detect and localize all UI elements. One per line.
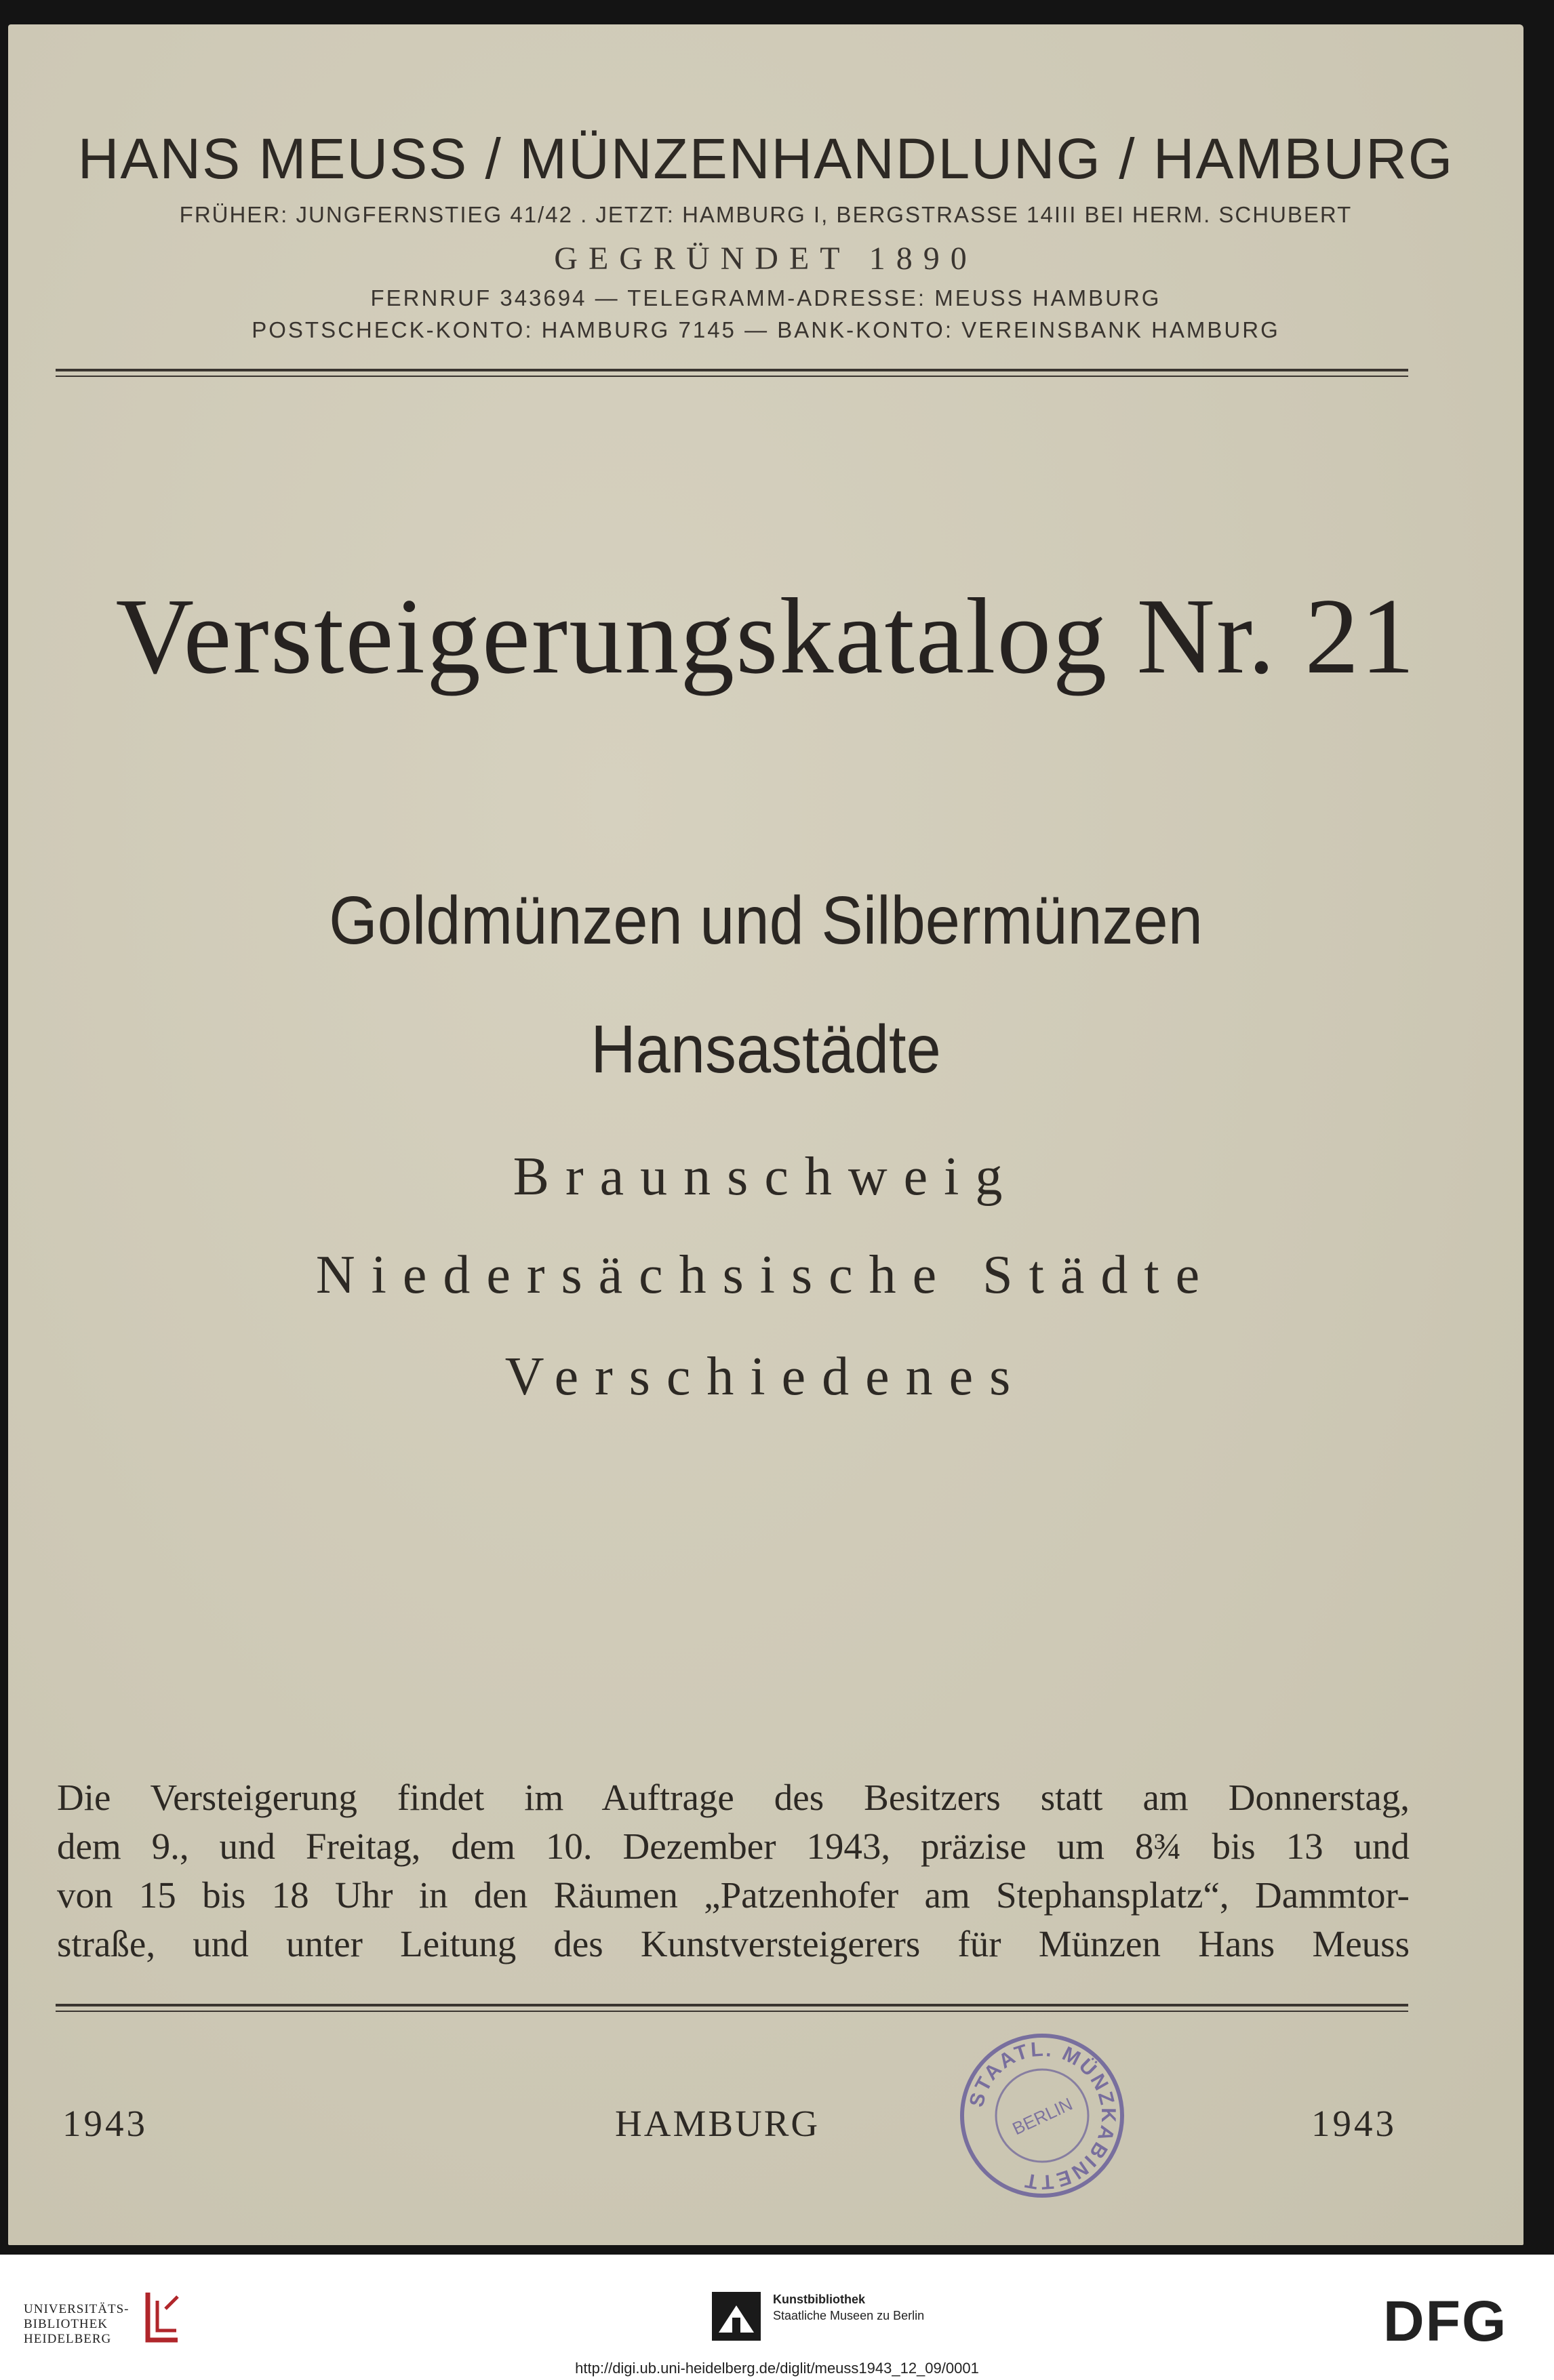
footer-year-left: 1943 [62,2103,148,2144]
subtitle-lower-saxony: Niedersächsische Städte [315,1245,1216,1305]
subtitle-braunschweig: Braunschweig [513,1147,1019,1207]
subtitle-hansa: Hansastädte [591,1011,941,1087]
library-name [24,2302,130,2347]
subtitle-gold-silver: Goldmünzen und Silbermünzen [329,883,1203,959]
kunstbibliothek-logo-icon [712,2292,761,2341]
footer-rule-thick [56,2004,1408,2006]
kunstbibliothek-title: Kunstbibliothek [773,2293,865,2306]
notice-line: von 15 bis 18 Uhr in den Räumen „Patzenhofer am Stephansplatz“, Dammtor- [57,1874,1410,1916]
heidelberg-logo-icon [136,2286,190,2350]
source-url[interactable]: http://digi.ub.uni-heidelberg.de/diglit/meuss1943_12_09/0001 [575,2360,979,2377]
library-name-line: UNIVERSITÄTS- [24,2302,130,2316]
stamp-center-text: BERLIN [1009,2093,1076,2139]
library-name-line: HEIDELBERG [24,2332,112,2346]
subtitle-misc: Verschiedenes [504,1347,1027,1407]
stamp-ring-text: STAATL. MÜNZKABINETT [965,2038,1120,2194]
header-rule-thick [56,369,1408,371]
address-line: FRÜHER: JUNGFERNSTIEG 41/42 . JETZT: HAMBURG I, BERGSTRASSE 14III BEI HERM. SCHUBERT [179,202,1353,227]
catalog-title: Versteigerungskatalog Nr. 21 [115,576,1416,696]
founded-line: GEGRÜNDET 1890 [554,241,978,277]
kunstbibliothek-text [773,2291,924,2324]
header-rule-thin [56,376,1408,377]
bank-line: POSTSCHECK-KONTO: HAMBURG 7145 — BANK-KONTO: VEREINSBANK HAMBURG [252,317,1280,342]
dfg-logo: DFG [1383,2289,1508,2353]
catalog-cover [8,24,1523,2245]
notice-line: straße, und unter Leitung des Kunstversteigerers für Münzen Hans Meuss [57,1923,1410,1964]
footer-year-right: 1943 [1311,2103,1397,2144]
notice-line: Die Versteigerung findet im Auftrage des Besitzers statt am Donnerstag, [57,1777,1410,1818]
notice-line: dem 9., und Freitag, dem 10. Dezember 1943, präzise um 8¾ bis 13 und [57,1826,1410,1867]
footer-rule-thin [56,2011,1408,2012]
kunstbibliothek-subtitle: Staatliche Museen zu Berlin [773,2309,925,2322]
phone-line: FERNRUF 343694 — TELEGRAMM-ADRESSE: MEUSS HAMBURG [370,285,1161,310]
firm-name: HANS MEUSS / MÜNZENHANDLUNG / HAMBURG [77,127,1454,190]
library-banner [0,2255,1554,2380]
footer-city: HAMBURG [615,2103,820,2144]
auction-notice [57,1773,1410,1969]
museum-stamp [957,2031,1127,2200]
library-name-line: BIBLIOTHEK [24,2317,108,2331]
